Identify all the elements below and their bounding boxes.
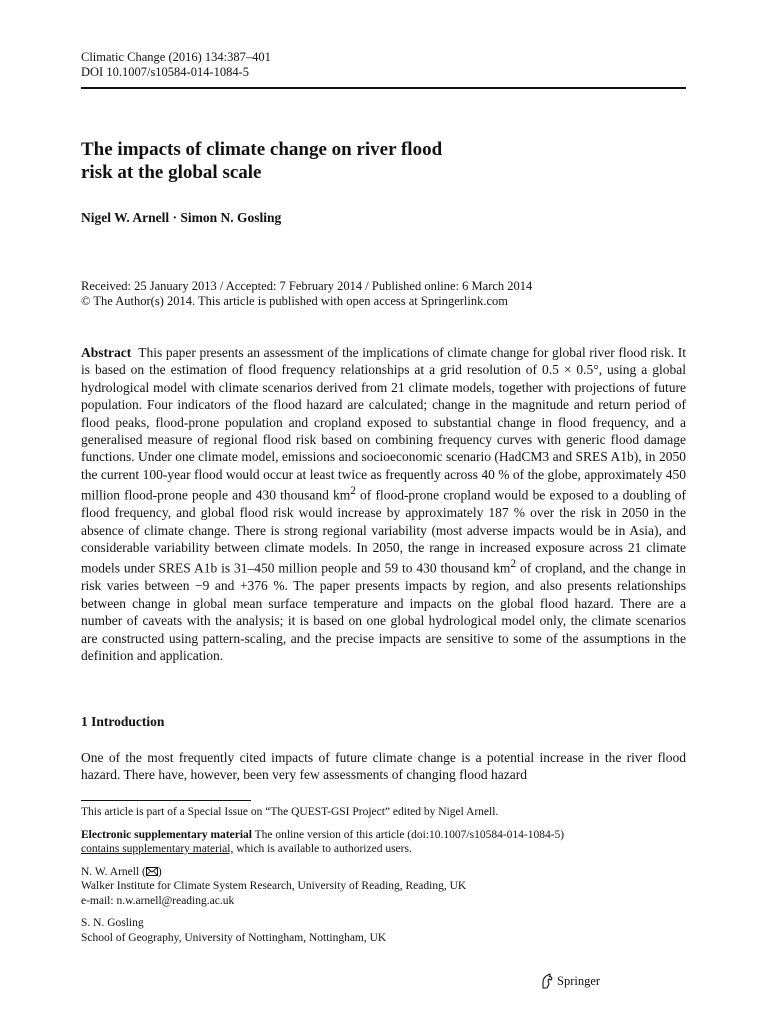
esm-label: Electronic supplementary material — [81, 828, 252, 841]
superscript: 2 — [350, 485, 356, 498]
author-2-name: S. N. Gosling — [81, 917, 144, 929]
author-2-affiliation: School of Geography, University of Nottingham, Nottingham, UK — [81, 931, 387, 944]
abstract — [81, 344, 686, 664]
history-dates: Received: 25 January 2013 / Accepted: 7 February 2014 / Published online: 6 March 2014 — [81, 279, 533, 293]
header-rule — [81, 87, 686, 89]
abstract-text-2: of flood-prone cropland would be exposed to a doubling of flood frequency, and global flood risk would increase by approximately 187 % over the risk in 2050 in the absence of climate change. There is strong regional variability (most adverse impacts would be in Asia), and considerable variability between climate models. In 2050, the range in increased exposure across 21 climate models under SRES A1b is 31–450 million people and 59 to 430 thousand km — [81, 487, 686, 576]
footnote-rule — [81, 800, 251, 801]
introduction-text: One of the most frequently cited impacts of future climate change is a potential increase in the river flood hazard. There have, however, been very few assessments of changing flood hazard — [81, 750, 686, 783]
title-line-2: risk at the global scale — [81, 162, 262, 183]
journal-reference — [81, 50, 271, 80]
journal-doi: DOI 10.1007/s10584-014-1084-5 — [81, 65, 250, 79]
article-title — [81, 138, 442, 184]
esm-note: Electronic supplementary material The online version of this article (doi:10.1007/s10584-014-1084-5) contains supplementary material, which is available to authorized users. — [81, 828, 565, 855]
abstract-label: Abstract — [81, 345, 132, 360]
springer-horse-icon — [540, 973, 554, 989]
author-1-email[interactable]: e-mail: n.w.arnell@reading.ac.uk — [81, 894, 235, 907]
journal-citation: Climatic Change (2016) 134:387–401 — [81, 50, 271, 64]
title-line-1: The impacts of climate change on river flood — [81, 139, 443, 160]
footnotes — [81, 805, 686, 945]
abstract-text-1: This paper presents an assessment of the implications of climate change for global river flood risk. It is based on the estimation of flood frequency relationships at a grid resolution of 0.5 × 0.5°, using a global hydrological model with climate scenarios derived from 21 climate models, together with projections of future population. Four indicators of the flood hazard are calculated; change in the magnitude and return period of flood peaks, flood-prone population and cropland exposed to substantial change in flood frequency, and a generalised measure of regional flood risk based on combining frequency curves with generic flood damage functions. Under one climate model, emissions and socioeconomic scenario (HadCM3 and SRES A1b), in 2050 the current 100-year flood would occur at least twice as frequently across 40 % of the globe, approximately 450 million flood-prone people and 430 thousand km — [81, 345, 686, 503]
author-1-affiliation: Walker Institute for Climate System Research, University of Reading, Reading, UK — [81, 880, 467, 892]
section-heading-introduction: 1 Introduction — [81, 714, 165, 729]
superscript: 2 — [510, 558, 517, 571]
author-1-name: N. W. Arnell ( ) — [81, 865, 162, 878]
author-list: Nigel W. Arnell · Simon N. Gosling — [81, 210, 282, 225]
esm-underlined-text: contains supplementary material, — [81, 843, 234, 855]
email-envelope-icon — [146, 867, 158, 876]
abstract-text-3: of cropland, and the change in risk varies between −9 and +376 %. The paper presents impacts by region, and also presents relationships between change in global mean surface temperature and impacts on the global flood hazard. There are a number of caveats with the analysis; it is based on one global hydrological model only, the climate scenarios are constructed using pattern-scaling, and the precise impacts are sensitive to some of the assumptions in the definition and application. — [81, 560, 686, 663]
publication-dates — [81, 279, 532, 309]
publisher-name: Springer — [557, 973, 601, 988]
copyright-line: © The Author(s) 2014. This article is published with open access at Springerlink.com — [81, 294, 509, 308]
special-issue-note: This article is part of a Special Issue on “The QUEST-GSI Project” edited by Nigel Arnell. — [81, 806, 499, 818]
publisher-logo — [540, 973, 600, 989]
